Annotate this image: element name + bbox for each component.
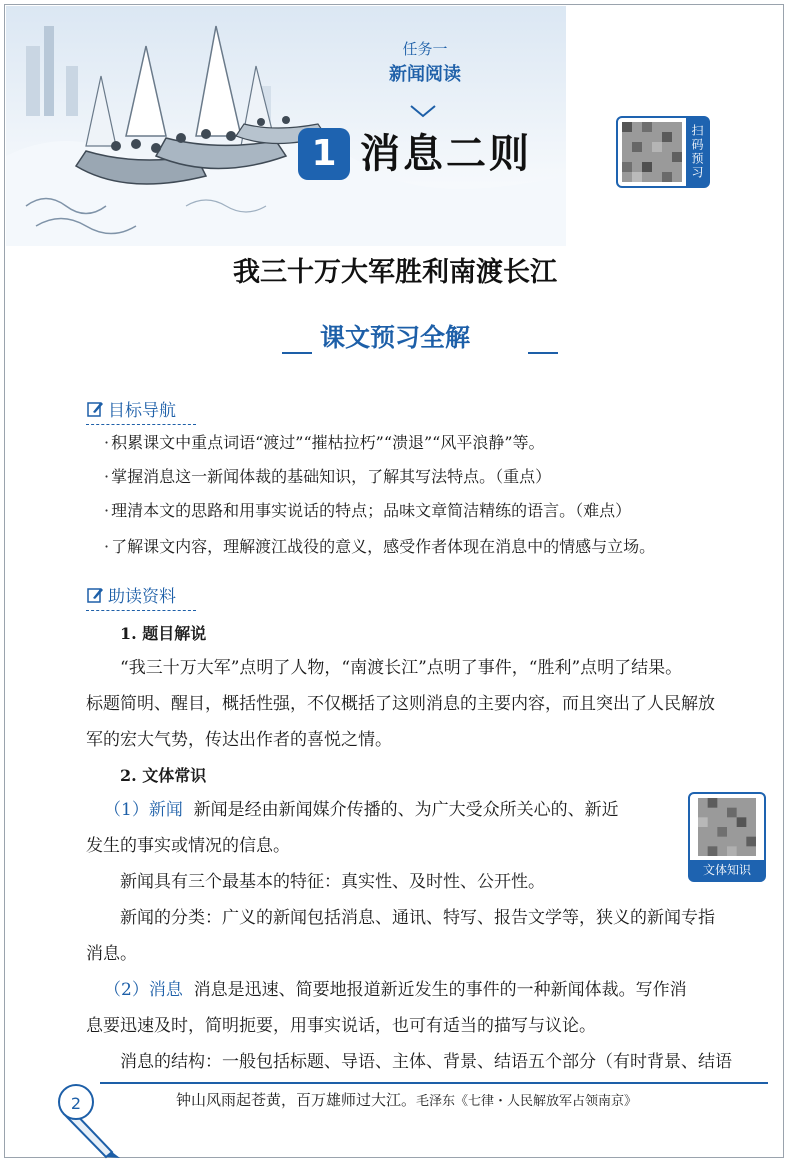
banner-rule-right bbox=[528, 352, 558, 354]
term-prefix: （2） bbox=[104, 980, 149, 1000]
goal-text: 积累课文中重点词语“渡过”“摧枯拉朽”“溃退”“风平浪静”等。 bbox=[111, 433, 545, 452]
goals-heading bbox=[86, 396, 176, 421]
paragraph-line: 消息的结构：一般包括标题、导语、主体、背景、结语五个部分（有时背景、结语 bbox=[120, 1052, 732, 1072]
paragraph-line: 消息。 bbox=[86, 944, 137, 964]
goals-heading-underline bbox=[86, 423, 196, 425]
news-definition-line bbox=[104, 792, 784, 828]
paragraph-line: 息要迅速及时，简明扼要，用事实说话，也可有适当的描写与议论。 bbox=[86, 1016, 596, 1036]
goal-item: · 积累课文中重点词语“渡过”“摧枯拉朽”“溃退”“风平浪静”等。 bbox=[104, 433, 545, 452]
page-number: 2 bbox=[58, 1084, 94, 1120]
qr-code-icon bbox=[622, 122, 682, 182]
goal-text: 理清本文的思路和用事实说话的特点；品味文章简洁精练的语言。（难点） bbox=[111, 501, 632, 520]
paragraph-line: 新闻具有三个最基本的特征：真实性、及时性、公开性。 bbox=[120, 872, 545, 892]
pencil-note-icon bbox=[86, 400, 104, 418]
goal-item: · 理清本文的思路和用事实说话的特点；品味文章简洁精练的语言。（难点） bbox=[104, 501, 632, 520]
paragraph-line: 标题简明、醒目，概括性强，不仅概括了这则消息的主要内容，而且突出了人民解放 bbox=[86, 694, 715, 714]
footer-quote: 钟山风雨起苍黄，百万雄师过大江。 bbox=[176, 1091, 417, 1109]
article-title: 我三十万大军胜利南渡长江 bbox=[233, 257, 557, 288]
message-definition-line bbox=[104, 972, 784, 1008]
task-title: 新闻阅读 bbox=[389, 64, 461, 85]
term-news: 新闻 bbox=[148, 800, 183, 820]
chevron-down-icon bbox=[409, 104, 437, 118]
lesson-number-badge: 1 bbox=[298, 128, 350, 180]
footer-quote-line bbox=[176, 1090, 637, 1112]
topic-heading: 1. 题目解说 bbox=[120, 624, 207, 643]
preview-qr-code[interactable] bbox=[616, 116, 710, 188]
footer-source: 毛泽东《七律・人民解放军占领南京》 bbox=[416, 1094, 638, 1109]
goal-item: · 了解课文内容，理解渡江战役的意义，感受作者体现在消息中的情感与立场。 bbox=[104, 537, 656, 556]
qr-code-icon bbox=[698, 798, 756, 856]
term-message: 消息 bbox=[148, 980, 183, 1000]
lesson-title: 消息二则 bbox=[360, 131, 532, 177]
paragraph-line: 新闻的分类：广义的新闻包括消息、通讯、特写、报告文学等，狭义的新闻专指 bbox=[120, 908, 715, 928]
message-definition: 消息是迅速、简要地报道新近发生的事件的一种新闻体裁。写作消 bbox=[193, 980, 687, 1000]
topic-heading: 2. 文体常识 bbox=[120, 766, 207, 785]
materials-heading-text: 助读资料 bbox=[108, 587, 176, 607]
news-definition: 新闻是经由新闻媒介传播的、为广大受众所关心的、新近 bbox=[193, 800, 619, 820]
materials-heading-underline bbox=[86, 609, 196, 611]
materials-heading bbox=[86, 582, 176, 607]
goal-item: · 掌握消息这一新闻体裁的基础知识，了解其写法特点。（重点） bbox=[104, 467, 552, 486]
goals-heading-text: 目标导航 bbox=[108, 401, 176, 421]
qr-label: 扫码预习 bbox=[686, 118, 708, 186]
qr-label: 文体知识 bbox=[690, 860, 764, 880]
goal-text: 了解课文内容，理解渡江战役的意义，感受作者体现在消息中的情感与立场。 bbox=[111, 537, 656, 556]
task-label: 任务一 bbox=[402, 40, 448, 58]
goal-text: 掌握消息这一新闻体裁的基础知识，了解其写法特点。（重点） bbox=[111, 467, 552, 486]
pencil-note-icon bbox=[86, 586, 104, 604]
section-banner: 课文预习全解 bbox=[319, 323, 470, 352]
paragraph-line: 军的宏大气势，传达出作者的喜悦之情。 bbox=[86, 730, 392, 750]
paragraph-line: “我三十万大军”点明了人物，“南渡长江”点明了事件，“胜利”点明了结果。 bbox=[120, 658, 683, 678]
genre-knowledge-qr-code[interactable] bbox=[688, 792, 766, 882]
footer-rule bbox=[100, 1082, 768, 1084]
term-prefix: （1） bbox=[104, 800, 149, 820]
paragraph-line: 发生的事实或情况的信息。 bbox=[86, 836, 290, 856]
